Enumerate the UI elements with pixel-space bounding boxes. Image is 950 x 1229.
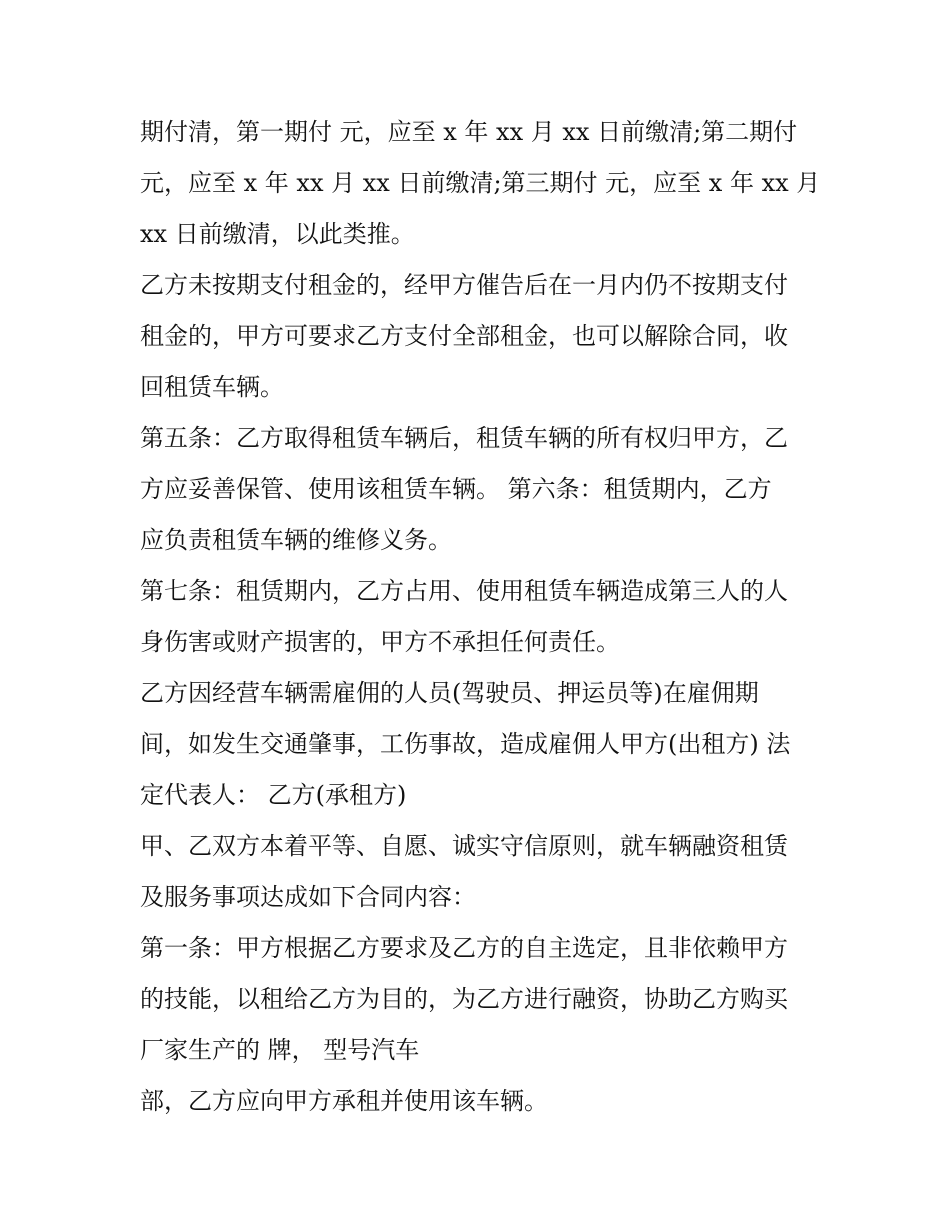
text-line: 第五条：乙方取得租赁车辆后，租赁车辆的所有权归甲方，乙 bbox=[140, 424, 788, 452]
paragraph-late-payment bbox=[140, 260, 830, 413]
text-line: 定代表人： 乙方(承租方) bbox=[140, 781, 407, 809]
paragraph-article-1 bbox=[140, 923, 830, 1076]
text-line: 乙方因经营车辆需雇佣的人员(驾驶员、押运员等)在雇佣期 bbox=[140, 679, 759, 707]
text-line: 回租赁车辆。 bbox=[140, 373, 284, 401]
text-line: 乙方未按期支付租金的，经甲方催告后在一月内仍不按期支付 bbox=[140, 271, 788, 299]
paragraph-preamble bbox=[140, 821, 830, 923]
text-line: 租金的，甲方可要求乙方支付全部租金，也可以解除合同，收 bbox=[140, 322, 788, 350]
text-line: 厂家生产的 牌， 型号汽车 bbox=[140, 1036, 420, 1064]
paragraph-employees bbox=[140, 668, 830, 821]
text-line: 部，乙方应向甲方承租并使用该车辆。 bbox=[140, 1087, 548, 1115]
document-body bbox=[140, 107, 830, 1127]
text-line: 及服务事项达成如下合同内容： bbox=[140, 883, 476, 911]
text-line: 方应妥善保管、使用该租赁车辆。 第六条：租赁期内，乙方 bbox=[140, 475, 772, 503]
text-line: 的技能，以租给乙方为目的，为乙方进行融资，协助乙方购买 bbox=[140, 985, 788, 1013]
text-line: 第七条：租赁期内，乙方占用、使用租赁车辆造成第三人的人 bbox=[140, 577, 788, 605]
text-line: xx 日前缴清，以此类推。 bbox=[140, 220, 415, 248]
paragraph-article-7 bbox=[140, 566, 830, 668]
paragraph-lease-vehicle bbox=[140, 1076, 830, 1127]
paragraph-article-5-6 bbox=[140, 413, 830, 566]
text-line: 应负责租赁车辆的维修义务。 bbox=[140, 526, 452, 554]
text-line: 间，如发生交通肇事，工伤事故，造成雇佣人甲方(出租方) 法 bbox=[140, 730, 791, 758]
text-line: 身伤害或财产损害的，甲方不承担任何责任。 bbox=[140, 628, 620, 656]
text-line: 元，应至 x 年 xx 月 xx 日前缴清;第三期付 元，应至 x 年 xx 月 bbox=[140, 169, 821, 197]
text-line: 甲、乙双方本着平等、自愿、诚实守信原则，就车辆融资租赁 bbox=[140, 832, 788, 860]
text-line: 期付清，第一期付 元，应至 x 年 xx 月 xx 日前缴清;第二期付 bbox=[140, 118, 798, 146]
paragraph-payment-schedule bbox=[140, 107, 830, 260]
text-line: 第一条：甲方根据乙方要求及乙方的自主选定，且非依赖甲方 bbox=[140, 934, 788, 962]
